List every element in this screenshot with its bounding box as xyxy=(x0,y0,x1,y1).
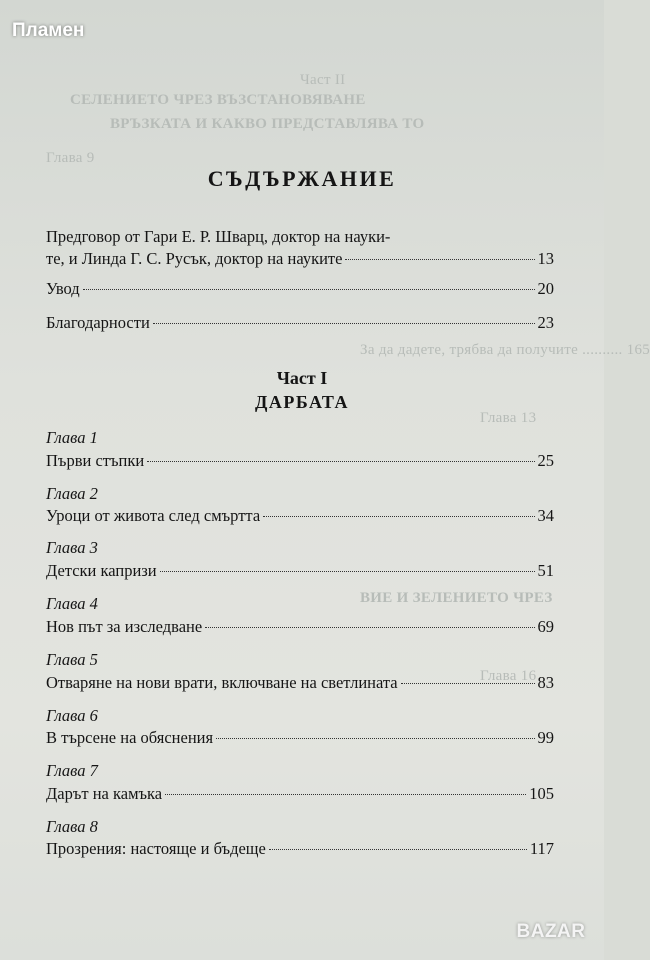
dot-leader xyxy=(205,627,534,628)
toc-entry-chapter-1 xyxy=(46,450,554,472)
toc-page-number: 23 xyxy=(537,313,554,332)
show-through-text: Глава 16 xyxy=(480,668,537,684)
toc-page-number: 51 xyxy=(537,561,554,580)
toc-entry-title: Дарът на камъка xyxy=(46,784,163,803)
toc-page-number: 83 xyxy=(537,673,554,692)
chapter-label: Глава 3 xyxy=(46,538,98,557)
seller-watermark: Пламен xyxy=(12,20,85,41)
toc-page-number: 99 xyxy=(537,728,554,747)
chapter-label: Глава 4 xyxy=(46,594,98,613)
toc-entry-acknowledgements xyxy=(46,312,554,334)
toc-page-number: 105 xyxy=(529,784,554,803)
toc-page-number: 34 xyxy=(537,506,554,525)
part-number: Част I xyxy=(276,368,328,388)
chapter-label: Глава 6 xyxy=(46,706,98,725)
toc-entry-intro xyxy=(46,278,554,300)
show-through-text: СЕЛЕНИЕТО ЧРЕЗ ВЪЗСТАНОВЯВАНЕ xyxy=(70,92,366,108)
dot-leader xyxy=(147,461,534,462)
toc-entry-chapter-3 xyxy=(46,560,554,582)
chapter-label: Глава 8 xyxy=(46,817,98,836)
dot-leader xyxy=(160,571,535,572)
chapter-label: Глава 2 xyxy=(46,484,98,503)
toc-page-number: 69 xyxy=(537,617,554,636)
show-through-text: Глава 13 xyxy=(480,410,537,426)
toc-entry-chapter-7 xyxy=(46,783,554,805)
part-title: ДАРБАТА xyxy=(254,392,350,412)
chapter-label: Глава 5 xyxy=(46,650,98,669)
toc-entry-preface xyxy=(46,226,554,270)
dot-leader xyxy=(165,794,526,795)
dot-leader xyxy=(216,738,534,739)
show-through-text: ВИЕ И ЗЕЛЕНИЕТО ЧРЕЗ xyxy=(360,590,553,606)
toc-entry-chapter-2 xyxy=(46,505,554,527)
dot-leader xyxy=(345,259,534,260)
show-through-text: Глава 9 xyxy=(46,150,95,166)
toc-page-number: 20 xyxy=(537,279,554,298)
toc-entry-chapter-5 xyxy=(46,672,554,694)
show-through-text: ВРЪЗКАТА И КАКВО ПРЕДСТАВЛЯВА ТО xyxy=(110,116,425,132)
toc-page-number: 25 xyxy=(537,451,554,470)
dot-leader xyxy=(153,323,535,324)
chapter-label: Глава 1 xyxy=(46,428,98,447)
toc-entry-title: Детски капризи xyxy=(46,561,157,580)
toc-entry-title: Увод xyxy=(46,279,80,298)
toc-entry-title: Отваряне на нови врати, включване на светлината xyxy=(46,673,398,692)
dot-leader xyxy=(263,516,534,517)
dot-leader xyxy=(401,683,535,684)
marketplace-logo xyxy=(512,918,590,946)
toc-entry-title: В търсене на обяснения xyxy=(46,728,214,747)
chapter-label: Глава 7 xyxy=(46,761,98,780)
dot-leader xyxy=(83,289,535,290)
toc-entry-chapter-6 xyxy=(46,727,554,749)
show-through-text: Част II xyxy=(300,72,346,88)
toc-entry-title: Благодарности xyxy=(46,313,150,332)
toc-page-number: 117 xyxy=(529,839,554,858)
toc-entry-title: те, и Линда Г. С. Русък, доктор на науките xyxy=(46,249,343,268)
marketplace-logo-text: BAZAR xyxy=(516,921,586,942)
toc-page-number: 13 xyxy=(537,249,554,268)
page-title: СЪДЪРЖАНИЕ xyxy=(207,166,397,191)
toc-entry-chapter-8 xyxy=(46,838,554,860)
show-through-text: За да дадете, трябва да получите .......... 165 xyxy=(360,342,650,358)
toc-entry-title: Нов път за изследване xyxy=(46,617,203,636)
toc-entry-title: Уроци от живота след смъртта xyxy=(46,506,261,525)
toc-entry-line: Предговор от Гари Е. Р. Шварц, доктор на науки- xyxy=(46,227,391,246)
dot-leader xyxy=(269,849,527,850)
toc-entry-chapter-4 xyxy=(46,616,554,638)
toc-entry-title: Първи стъпки xyxy=(46,451,145,470)
toc-entry-title: Прозрения: настояще и бъдеще xyxy=(46,839,266,858)
